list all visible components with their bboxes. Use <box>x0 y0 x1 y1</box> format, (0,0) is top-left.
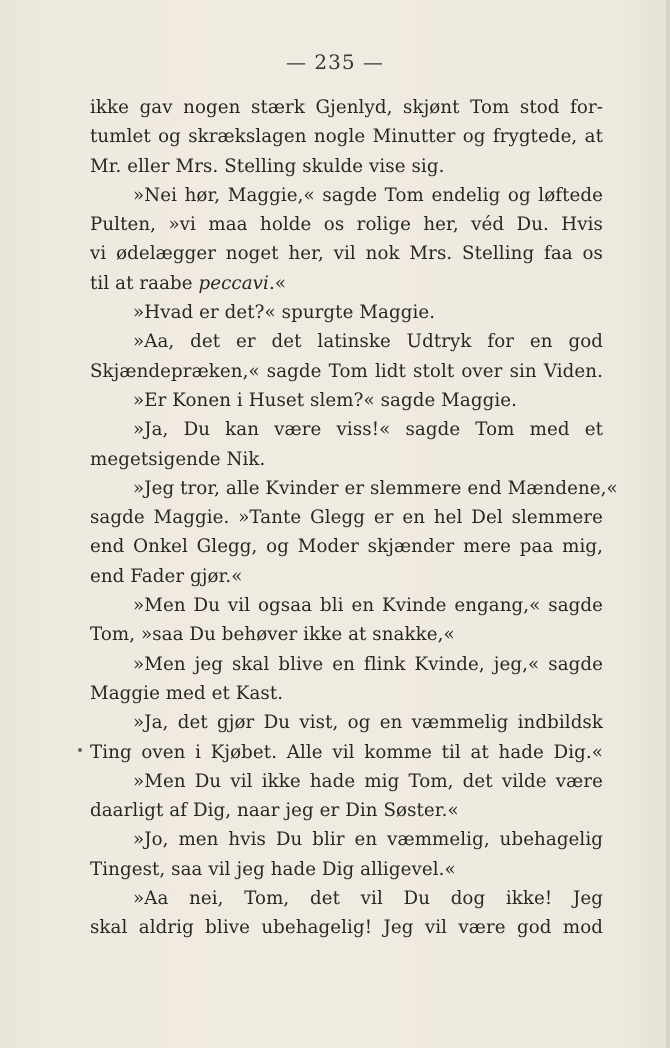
text-line: »Aa nei, Tom, det vil Du dog ikke! Jeg <box>133 888 603 910</box>
page-number: — 235 — <box>286 50 384 74</box>
body-text <box>90 93 618 943</box>
text-line: »Ja, det gjør Du vist, og en væmmelig indbildsk <box>133 712 603 734</box>
text-line: »Jeg tror, alle Kvinder er slemmere end Mændene,« <box>133 477 618 499</box>
text-line: Maggie med et Kast. <box>90 682 284 704</box>
page-edge <box>666 0 670 1048</box>
italic-word: peccavi <box>198 272 269 294</box>
text-line: tumlet og skrækslagen nogle Minutter og frygtede, at <box>90 126 603 148</box>
text-line: til at raabe peccavi.« <box>90 272 287 294</box>
text-line: vi ødelægger noget her, vil nok Mrs. Stelling faa os <box>90 243 603 265</box>
text-line: ikke gav nogen stærk Gjenlyd, skjønt Tom stod for- <box>90 97 603 118</box>
text-line: »Men Du vil ikke hade mig Tom, det vilde være <box>133 770 603 792</box>
text-line: end Onkel Glegg, og Moder skjænder mere paa mig, <box>90 536 603 558</box>
text-line: »Nei hør, Maggie,« sagde Tom endelig og løftede <box>133 184 603 206</box>
print-speck <box>78 748 82 752</box>
text-line: Tom, »saa Du behøver ikke at snakke,« <box>90 624 455 646</box>
text-line: daarligt af Dig, naar jeg er Din Søster.« <box>90 800 459 822</box>
text-line: skal aldrig blive ubehagelig! Jeg vil være god mod <box>90 917 603 939</box>
text-line: »Hvad er det?« spurgte Maggie. <box>133 302 436 324</box>
text-line: »Aa, det er det latinske Udtryk for en god <box>133 331 603 353</box>
text-line: Ting oven i Kjøbet. Alle vil komme til at hade Dig.« <box>90 741 603 763</box>
text-line: »Men Du vil ogsaa bli en Kvinde engang,« sagde <box>133 595 603 617</box>
text-line: »Ja, Du kan være viss!« sagde Tom med et <box>133 419 603 441</box>
text-line: sagde Maggie. »Tante Glegg er en hel Del slemmere <box>90 507 603 529</box>
text-line: »Jo, men hvis Du blir en væmmelig, ubehagelig <box>133 829 603 851</box>
text-line: Skjændepræken,« sagde Tom lidt stolt over sin Viden. <box>90 360 603 382</box>
text-line: Pulten, »vi maa holde os rolige her, véd Du. Hvis <box>90 214 603 236</box>
text-line: »Men jeg skal blive en flink Kvinde, jeg,« sagde <box>133 653 603 675</box>
text-line: Mr. eller Mrs. Stelling skulde vise sig. <box>90 155 445 177</box>
text-line: Tingest, saa vil jeg hade Dig alligevel.« <box>90 858 456 880</box>
text-line: »Er Konen i Huset slem?« sagde Maggie. <box>133 389 517 411</box>
text-line: end Fader gjør.« <box>90 565 243 587</box>
text-line: megetsigende Nik. <box>90 448 266 470</box>
